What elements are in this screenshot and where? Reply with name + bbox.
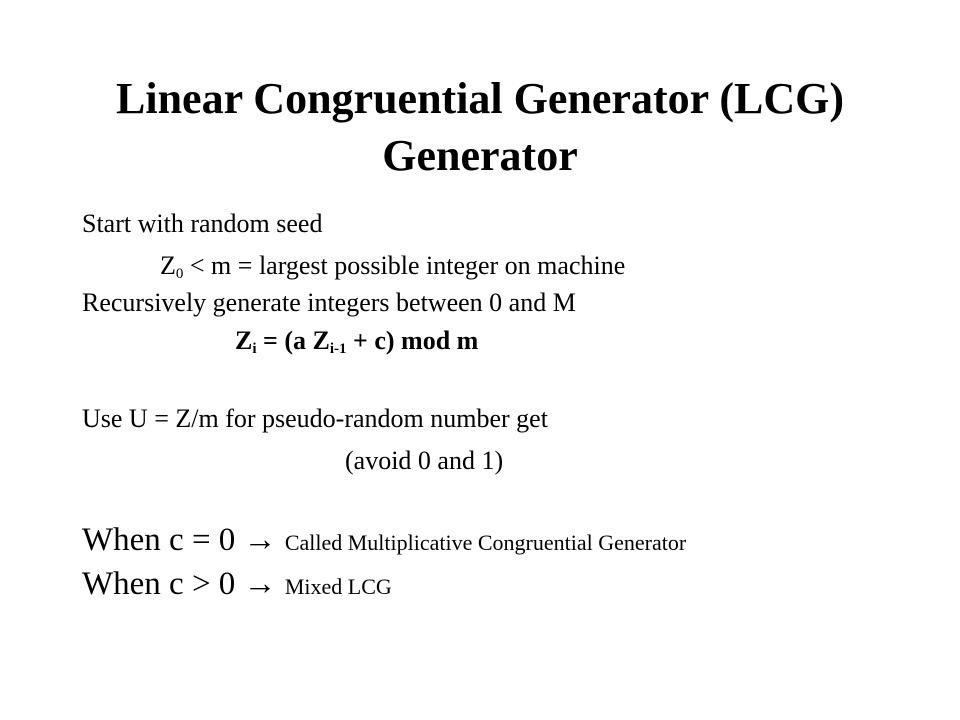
- case1-label: Called Multiplicative Congruential Generator: [284, 530, 687, 555]
- formula-lhs-subscript: i: [252, 341, 257, 357]
- seed-line: Start with random seed: [82, 209, 323, 238]
- formula-lhs-var: Z: [235, 326, 253, 355]
- arrow-icon: →: [243, 566, 277, 602]
- case2-label: Mixed LCG: [284, 574, 392, 599]
- avoid-line: (avoid 0 and 1): [345, 446, 504, 475]
- use-line: Use U = Z/m for pseudo-random number get: [82, 404, 548, 433]
- formula-mid: = (a Z: [256, 326, 330, 355]
- case2-prefix: When c > 0: [82, 566, 236, 602]
- case1-prefix: When c = 0: [82, 522, 236, 558]
- slide-title: [0, 70, 960, 184]
- seed-var: Z: [160, 251, 176, 280]
- formula-tail: + c) mod m: [346, 326, 479, 355]
- seed-condition: [160, 251, 625, 281]
- formula-rhs-subscript: i-1: [329, 341, 347, 357]
- recursive-line: Recursively generate integers between 0 and M: [82, 288, 576, 317]
- title-line-2: Generator: [382, 131, 578, 180]
- arrow-icon: →: [243, 522, 277, 558]
- title-line-1: Linear Congruential Generator (LCG): [116, 74, 844, 123]
- case-multiplicative: [82, 521, 686, 562]
- seed-subscript: 0: [175, 266, 184, 282]
- lcg-formula: [235, 326, 478, 356]
- case-mixed: [82, 565, 392, 606]
- seed-condition-text: < m = largest possible integer on machine: [183, 251, 626, 280]
